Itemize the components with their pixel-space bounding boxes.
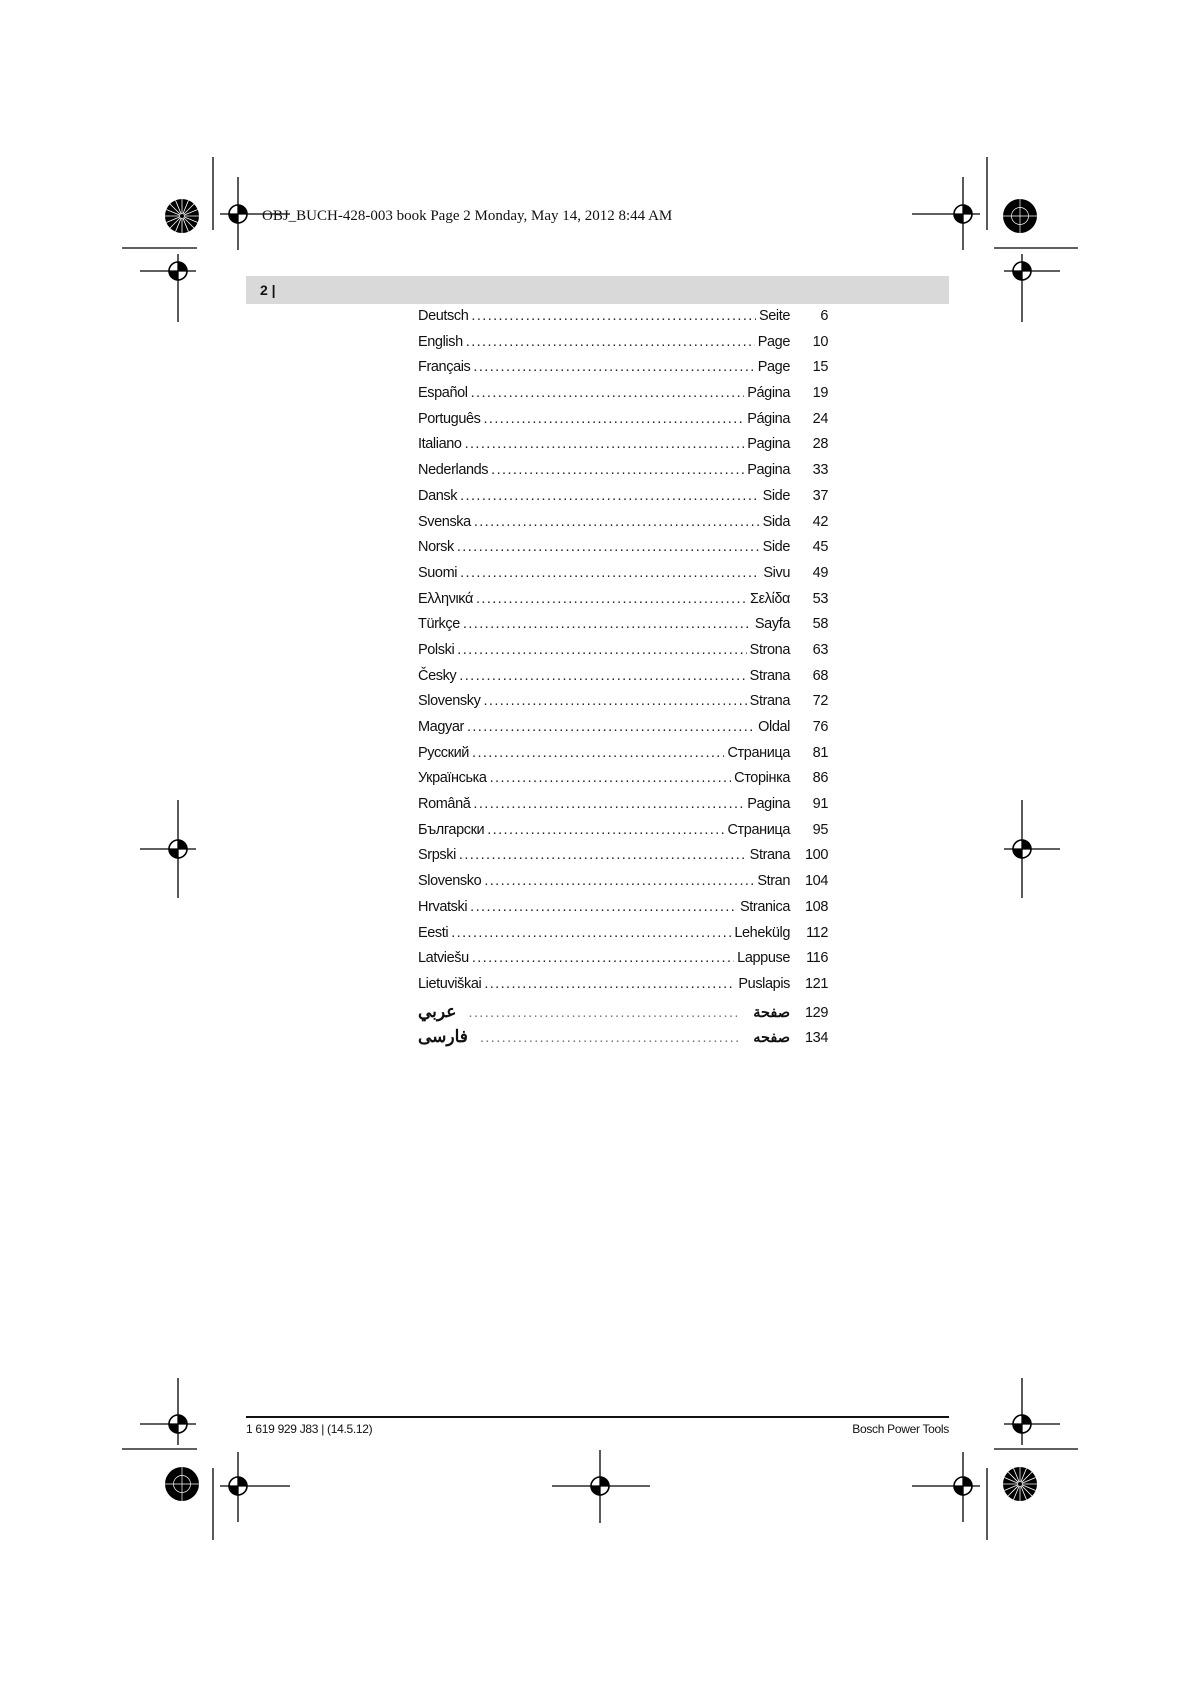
toc-page-word: Sayfa	[754, 616, 790, 633]
toc-language: Latviešu	[418, 950, 469, 967]
toc-page-word: Lehekülg	[734, 924, 790, 941]
toc-language: Español	[418, 385, 468, 402]
registration-mark-icon	[122, 1378, 197, 1449]
toc-row[interactable]	[418, 565, 828, 591]
toc-leader-dots	[466, 334, 755, 350]
toc-language: Dansk	[418, 487, 458, 504]
toc-page-number: 15	[812, 359, 828, 376]
toc-leader-dots	[473, 796, 744, 812]
toc-page-word: صفحة	[753, 1004, 790, 1021]
footer-document-id: 1 619 929 J83 | (14.5.12)	[246, 1422, 373, 1436]
toc-page-number: 116	[806, 950, 828, 967]
toc-row[interactable]	[418, 950, 828, 976]
toc-page-word: Seite	[758, 308, 790, 324]
toc-leader-dots	[463, 616, 752, 632]
page-header-band	[246, 276, 949, 304]
toc-row[interactable]	[418, 359, 828, 385]
toc-row[interactable]	[418, 745, 828, 771]
toc-leader-dots	[484, 976, 735, 992]
toc-page-word: Страница	[727, 821, 790, 838]
toc-language: Türkçe	[418, 616, 460, 633]
toc-language: Norsk	[418, 539, 454, 556]
toc-language: Русский	[418, 744, 470, 761]
toc-page-word: Puslapis	[738, 975, 790, 992]
footer-rule	[246, 1416, 949, 1418]
toc-leader-dots	[457, 642, 746, 658]
toc-page-number: 53	[812, 590, 828, 607]
toc-leader-dots	[474, 514, 760, 530]
toc-page-number: 112	[806, 924, 828, 941]
toc-language: Italiano	[418, 436, 462, 453]
print-header: OBJ_BUCH-428-003 book Page 2 Monday, May 14, 2012 8:44 AM	[262, 208, 673, 224]
registration-mark-icon	[994, 1378, 1078, 1449]
toc-page-word: Lappuse	[737, 950, 790, 967]
toc-leader-dots	[471, 308, 756, 324]
toc-row[interactable]	[418, 514, 828, 540]
toc-row[interactable]	[418, 616, 828, 642]
toc-language: Português	[418, 410, 481, 427]
toc-page-word: Side	[762, 539, 790, 556]
toc-row[interactable]	[418, 436, 828, 462]
toc-row[interactable]	[418, 873, 828, 899]
toc-language: Ελληνικά	[418, 590, 473, 607]
toc-page-word: Pagina	[747, 462, 790, 479]
toc-row[interactable]	[418, 796, 828, 822]
toc-page-number: 63	[812, 641, 828, 658]
toc-language: عربي	[418, 1001, 457, 1021]
registration-mark-icon	[552, 1450, 650, 1523]
toc-row[interactable]	[418, 899, 828, 925]
toc-leader-dots	[467, 719, 755, 735]
toc-page-word: صفحه	[753, 1030, 790, 1047]
toc-row[interactable]	[418, 770, 828, 796]
toc-leader-dots	[476, 591, 747, 607]
toc-leader-dots	[457, 539, 760, 555]
toc-language: English	[418, 333, 463, 350]
page-number: 2 |	[260, 282, 276, 298]
toc-page-word: Sivu	[763, 564, 790, 581]
toc-leader-dots	[460, 565, 760, 581]
toc-page-number: 49	[812, 564, 828, 581]
toc-page-number: 95	[812, 821, 828, 838]
toc-language: Français	[418, 359, 471, 376]
toc-row[interactable]	[418, 822, 828, 848]
toc-leader-dots	[459, 847, 747, 863]
toc-leader-dots	[484, 411, 745, 427]
footer-brand: Bosch Power Tools	[852, 1422, 949, 1436]
color-bar-disc-icon	[165, 199, 199, 233]
toc-page-word: Página	[747, 385, 790, 402]
toc-leader-dots	[471, 385, 745, 401]
toc-page-number: 108	[805, 898, 828, 915]
toc-leader-dots	[490, 770, 732, 786]
table-of-contents	[418, 308, 828, 1053]
toc-language: Slovensko	[418, 873, 482, 890]
toc-leader-dots	[472, 745, 724, 761]
toc-page-word: Pagina	[747, 436, 790, 453]
toc-page-number: 134	[805, 1030, 828, 1047]
toc-leader-dots	[480, 1030, 741, 1046]
color-bar-disc-icon	[165, 1467, 199, 1501]
toc-page-number: 68	[812, 667, 828, 684]
color-bar-disc-icon	[1003, 199, 1037, 233]
toc-language: Svenska	[418, 513, 471, 530]
registration-mark-icon	[213, 157, 290, 250]
toc-page-word: Σελίδα	[750, 590, 790, 607]
toc-page-word: Page	[757, 333, 790, 350]
toc-page-number: 45	[812, 539, 828, 556]
toc-row[interactable]	[418, 462, 828, 488]
toc-row[interactable]	[418, 308, 828, 334]
toc-page-word: Strona	[749, 641, 790, 658]
toc-page-number: 6	[820, 308, 828, 324]
toc-page-word: Страница	[727, 744, 790, 761]
toc-row[interactable]	[418, 334, 828, 360]
toc-leader-dots	[491, 462, 744, 478]
toc-row[interactable]	[418, 668, 828, 694]
registration-mark-icon	[213, 1452, 290, 1540]
toc-page-number: 76	[812, 719, 828, 735]
toc-page-number: 24	[812, 410, 828, 427]
toc-page-number: 72	[812, 693, 828, 710]
toc-row[interactable]	[418, 539, 828, 565]
toc-language: Slovensky	[418, 693, 481, 710]
toc-language: Български	[418, 821, 485, 838]
toc-language: Nederlands	[418, 462, 489, 479]
toc-page-word: Oldal	[758, 719, 790, 735]
toc-language: Українська	[418, 770, 487, 787]
toc-row[interactable]	[418, 1002, 828, 1028]
toc-leader-dots	[472, 950, 734, 966]
toc-page-word: Strana	[749, 693, 790, 710]
toc-leader-dots	[484, 873, 754, 889]
toc-language: Deutsch	[418, 308, 469, 324]
toc-leader-dots	[460, 488, 759, 504]
toc-page-number: 121	[805, 975, 828, 992]
color-bar-disc-icon	[1003, 1467, 1037, 1501]
toc-page-number: 86	[812, 770, 828, 787]
toc-leader-dots	[473, 359, 754, 375]
toc-page-word: Strana	[749, 847, 790, 864]
toc-page-number: 58	[812, 616, 828, 633]
toc-page-word: Stranica	[740, 898, 790, 915]
toc-language: Eesti	[418, 924, 449, 941]
toc-language: Lietuviškai	[418, 975, 482, 992]
toc-language: فارسی	[418, 1027, 468, 1047]
toc-page-number: 37	[812, 487, 828, 504]
toc-page-number: 129	[805, 1004, 828, 1021]
toc-row[interactable]	[418, 642, 828, 668]
toc-page-word: Pagina	[747, 796, 790, 813]
toc-page-word: Stran	[757, 873, 790, 890]
toc-page-number: 33	[812, 462, 828, 479]
toc-page-word: Page	[757, 359, 790, 376]
toc-row[interactable]	[418, 591, 828, 617]
toc-page-number: 42	[812, 513, 828, 530]
toc-page-number: 28	[812, 436, 828, 453]
registration-mark-icon	[140, 800, 196, 898]
toc-language: Srpski	[418, 847, 456, 864]
toc-row[interactable]	[418, 847, 828, 873]
toc-row[interactable]	[418, 385, 828, 411]
toc-row[interactable]	[418, 693, 828, 719]
toc-page-number: 19	[812, 385, 828, 402]
toc-language: Česky	[418, 667, 457, 684]
registration-mark-icon	[994, 248, 1078, 322]
toc-page-word: Сторінка	[734, 770, 790, 787]
toc-leader-dots	[459, 668, 746, 684]
toc-page-word: Sida	[762, 513, 790, 530]
registration-mark-icon	[1004, 800, 1060, 898]
toc-row[interactable]	[418, 488, 828, 514]
toc-page-word: Página	[747, 410, 790, 427]
toc-row[interactable]	[418, 719, 828, 745]
toc-row[interactable]	[418, 411, 828, 437]
toc-language: Hrvatski	[418, 898, 468, 915]
toc-page-word: Side	[762, 487, 790, 504]
toc-row[interactable]	[418, 925, 828, 951]
registration-mark-icon	[122, 248, 197, 322]
toc-page-number: 10	[812, 333, 828, 350]
toc-page-word: Strana	[749, 667, 790, 684]
toc-language: Polski	[418, 641, 455, 658]
toc-leader-dots	[470, 899, 737, 915]
toc-language: Suomi	[418, 564, 458, 581]
toc-leader-dots	[487, 822, 724, 838]
toc-leader-dots	[484, 693, 747, 709]
toc-page-number: 81	[812, 744, 828, 761]
toc-leader-dots	[465, 436, 745, 452]
toc-leader-dots	[468, 1005, 741, 1021]
toc-language: Magyar	[418, 719, 464, 735]
toc-leader-dots	[451, 925, 731, 941]
toc-language: Română	[418, 796, 471, 813]
toc-page-number: 91	[812, 796, 828, 813]
registration-mark-icon	[912, 1452, 987, 1540]
toc-page-number: 104	[805, 873, 828, 890]
registration-mark-icon	[912, 157, 987, 250]
toc-row[interactable]	[418, 976, 828, 1002]
toc-row[interactable]	[418, 1027, 828, 1053]
toc-page-number: 100	[805, 847, 828, 864]
